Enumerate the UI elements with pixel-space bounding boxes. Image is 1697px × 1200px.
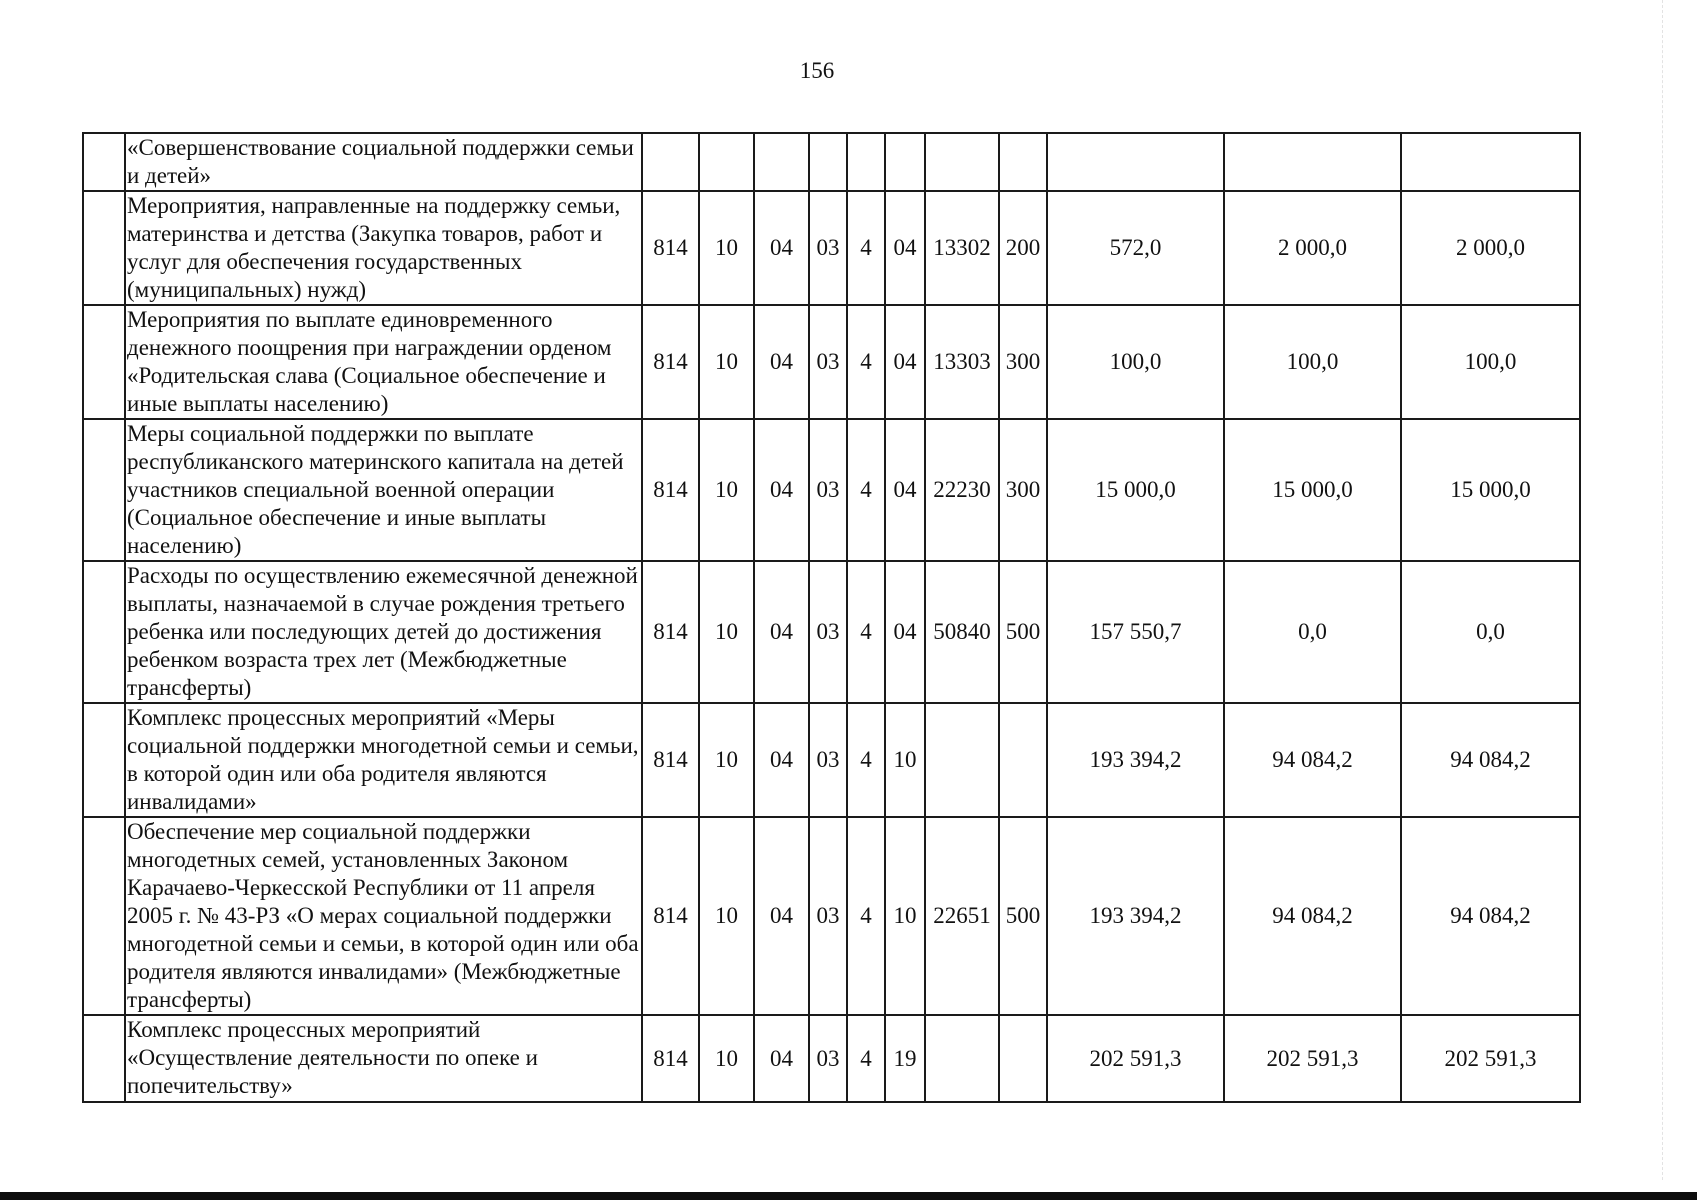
admin-code: 814 <box>642 561 699 703</box>
subprogram-code: 4 <box>847 1015 885 1102</box>
expense-type-code: 300 <box>999 419 1047 561</box>
amount-year-1: 157 550,7 <box>1047 561 1224 703</box>
program-code <box>809 133 847 191</box>
row-number-cell <box>83 191 125 305</box>
scan-bottom-bar <box>0 1192 1697 1200</box>
row-name: Комплекс процессных мероприятий «Осуществление деятельности по опеке и попечительству» <box>125 1015 642 1102</box>
expense-type-code <box>999 1015 1047 1102</box>
table-body <box>83 133 1580 1102</box>
amount-year-1 <box>1047 133 1224 191</box>
section-code: 10 <box>699 419 754 561</box>
amount-year-3 <box>1401 133 1580 191</box>
amount-year-2 <box>1224 133 1401 191</box>
program-code: 03 <box>809 703 847 817</box>
expense-type-code: 300 <box>999 305 1047 419</box>
section-code: 10 <box>699 305 754 419</box>
section-code: 10 <box>699 703 754 817</box>
direction-code <box>925 703 999 817</box>
row-name: Расходы по осуществлению ежемесячной денежной выплаты, назначаемой в случае рождения третьего ребенка или последующих детей до достижения ребенком возраста трех лет (Межбюджетные трансферты) <box>125 561 642 703</box>
direction-code: 13303 <box>925 305 999 419</box>
subprogram-code: 4 <box>847 561 885 703</box>
amount-year-2: 0,0 <box>1224 561 1401 703</box>
section-code: 10 <box>699 817 754 1015</box>
admin-code: 814 <box>642 419 699 561</box>
row-name: «Совершенствование социальной поддержки семьи и детей» <box>125 133 642 191</box>
subprogram-code: 4 <box>847 191 885 305</box>
direction-code: 22230 <box>925 419 999 561</box>
main-event-code: 04 <box>885 419 925 561</box>
expense-type-code: 200 <box>999 191 1047 305</box>
expense-type-code <box>999 133 1047 191</box>
row-number-cell <box>83 703 125 817</box>
admin-code <box>642 133 699 191</box>
program-code: 03 <box>809 817 847 1015</box>
admin-code: 814 <box>642 703 699 817</box>
page-number: 156 <box>799 58 835 83</box>
program-code: 03 <box>809 305 847 419</box>
main-event-code <box>885 133 925 191</box>
section-code: 10 <box>699 191 754 305</box>
program-code: 03 <box>809 561 847 703</box>
direction-code: 13302 <box>925 191 999 305</box>
amount-year-2: 15 000,0 <box>1224 419 1401 561</box>
subsection-code: 04 <box>754 817 809 1015</box>
row-number-cell <box>83 817 125 1015</box>
row-number-cell <box>83 561 125 703</box>
amount-year-3: 202 591,3 <box>1401 1015 1580 1102</box>
section-code <box>699 133 754 191</box>
main-event-code: 10 <box>885 817 925 1015</box>
amount-year-1: 193 394,2 <box>1047 817 1224 1015</box>
direction-code: 22651 <box>925 817 999 1015</box>
row-number-cell <box>83 133 125 191</box>
expense-type-code: 500 <box>999 817 1047 1015</box>
amount-year-3: 0,0 <box>1401 561 1580 703</box>
program-code: 03 <box>809 191 847 305</box>
admin-code: 814 <box>642 1015 699 1102</box>
amount-year-2: 100,0 <box>1224 305 1401 419</box>
row-name: Обеспечение мер социальной поддержки многодетных семей, установленных Законом Карачаево-Черкесской Республики от 11 апреля 2005 г. № 43-РЗ «О мерах социальной поддержки многодетной семьи и семьи, в которой один или оба родителя являются инвалидами» (Межбюджетные трансферты) <box>125 817 642 1015</box>
subprogram-code: 4 <box>847 305 885 419</box>
amount-year-1: 15 000,0 <box>1047 419 1224 561</box>
admin-code: 814 <box>642 305 699 419</box>
subsection-code: 04 <box>754 561 809 703</box>
direction-code <box>925 133 999 191</box>
table-row <box>83 561 1580 703</box>
row-number-cell <box>83 305 125 419</box>
scan-edge-line <box>1662 0 1664 1180</box>
row-name: Мероприятия по выплате единовременного денежного поощрения при награждении орденом «Родительская слава (Социальное обеспечение и иные выплаты населению) <box>125 305 642 419</box>
subsection-code: 04 <box>754 191 809 305</box>
row-name: Мероприятия, направленные на поддержку семьи, материнства и детства (Закупка товаров, работ и услуг для обеспечения государственных (муниципальных) нужд) <box>125 191 642 305</box>
subsection-code: 04 <box>754 419 809 561</box>
table-row <box>83 703 1580 817</box>
amount-year-1: 193 394,2 <box>1047 703 1224 817</box>
table-row <box>83 305 1580 419</box>
main-event-code: 04 <box>885 561 925 703</box>
amount-year-1: 202 591,3 <box>1047 1015 1224 1102</box>
main-event-code: 04 <box>885 305 925 419</box>
amount-year-1: 100,0 <box>1047 305 1224 419</box>
row-name: Меры социальной поддержки по выплате республиканского материнского капитала на детей участников специальной военной операции (Социальное обеспечение и иные выплаты населению) <box>125 419 642 561</box>
section-code: 10 <box>699 1015 754 1102</box>
admin-code: 814 <box>642 191 699 305</box>
amount-year-3: 100,0 <box>1401 305 1580 419</box>
subprogram-code <box>847 133 885 191</box>
subsection-code: 04 <box>754 703 809 817</box>
expense-type-code: 500 <box>999 561 1047 703</box>
amount-year-2: 2 000,0 <box>1224 191 1401 305</box>
table-row <box>83 191 1580 305</box>
amount-year-3: 15 000,0 <box>1401 419 1580 561</box>
table-row <box>83 133 1580 191</box>
row-number-cell <box>83 419 125 561</box>
amount-year-1: 572,0 <box>1047 191 1224 305</box>
direction-code: 50840 <box>925 561 999 703</box>
subsection-code: 04 <box>754 305 809 419</box>
subprogram-code: 4 <box>847 419 885 561</box>
program-code: 03 <box>809 419 847 561</box>
subprogram-code: 4 <box>847 703 885 817</box>
table-row <box>83 1015 1580 1102</box>
amount-year-2: 94 084,2 <box>1224 703 1401 817</box>
amount-year-3: 2 000,0 <box>1401 191 1580 305</box>
table-row <box>83 817 1580 1015</box>
program-code: 03 <box>809 1015 847 1102</box>
budget-table <box>82 132 1581 1103</box>
subsection-code: 04 <box>754 1015 809 1102</box>
expense-type-code <box>999 703 1047 817</box>
table-row <box>83 419 1580 561</box>
amount-year-3: 94 084,2 <box>1401 703 1580 817</box>
amount-year-3: 94 084,2 <box>1401 817 1580 1015</box>
row-number-cell <box>83 1015 125 1102</box>
main-event-code: 10 <box>885 703 925 817</box>
subsection-code <box>754 133 809 191</box>
amount-year-2: 202 591,3 <box>1224 1015 1401 1102</box>
subprogram-code: 4 <box>847 817 885 1015</box>
direction-code <box>925 1015 999 1102</box>
main-event-code: 19 <box>885 1015 925 1102</box>
section-code: 10 <box>699 561 754 703</box>
amount-year-2: 94 084,2 <box>1224 817 1401 1015</box>
row-name: Комплекс процессных мероприятий «Меры социальной поддержки многодетной семьи и семьи, в которой один или оба родителя являются инвалидами» <box>125 703 642 817</box>
admin-code: 814 <box>642 817 699 1015</box>
main-event-code: 04 <box>885 191 925 305</box>
